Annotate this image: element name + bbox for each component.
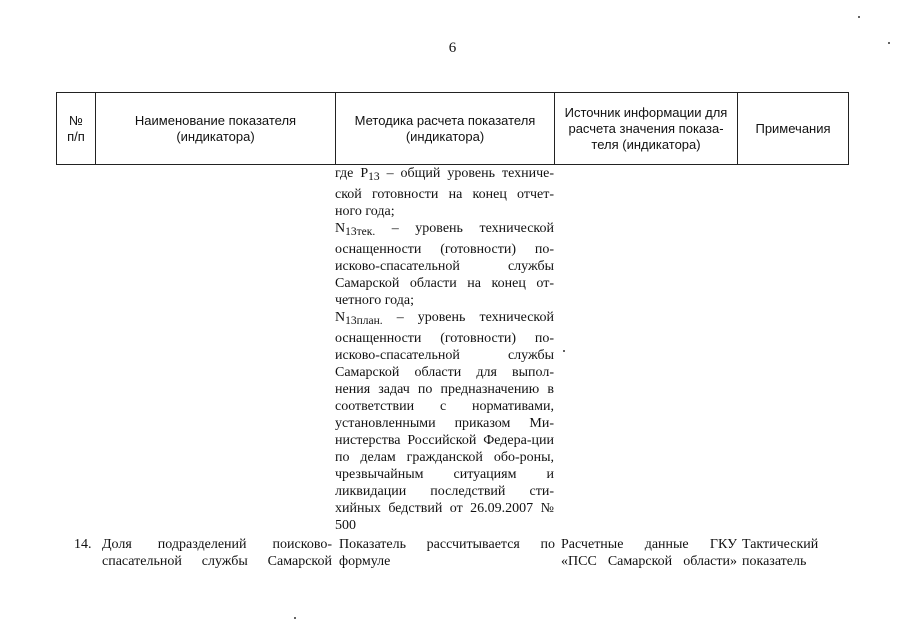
variable-n13plan-symbol: N (335, 310, 346, 325)
header-calculation-method (336, 93, 555, 165)
row-number: 14. (74, 537, 92, 552)
row-notes-line-2: показатель (742, 554, 807, 569)
variable-p13-subscript: 13 (368, 171, 380, 183)
row-indicator-name-line-1: Доля подразделений поисково- (102, 537, 332, 552)
scan-speck (858, 16, 860, 18)
header-information-source-line-3: теля (индикатора) (591, 136, 701, 152)
header-calculation-method-line-2: (индикатора) (405, 128, 485, 144)
row-indicator-name (102, 536, 332, 570)
variable-p13-symbol: где Р (335, 166, 369, 181)
methodology-continuation (335, 165, 554, 534)
row-calculation-method (339, 536, 555, 570)
header-number (57, 93, 96, 165)
indicator-table-header (56, 92, 849, 165)
scan-speck (294, 617, 296, 619)
header-information-source-line-1: Источник информации для (564, 104, 728, 120)
row-information-source (561, 536, 737, 570)
variable-n13plan-subscript: 13план. (345, 315, 383, 327)
variable-n13plan-text: – уровень технической оснащенности (готовности) по-исково-спасательной службы Самарской области для выпол-нения задач по предназначению в соответствии с нормативами, установленными приказом Ми-нистерства Российской Федера-ции по делам гражданской обо-роны, чрезвычайным ситуациям и ликвидации последствий сти-хийных бедствий от 26.09.2007 № 500 (335, 310, 554, 533)
header-notes: Примечания (738, 93, 849, 165)
header-calculation-method-line-1: Методика расчета показателя (354, 112, 536, 128)
variable-p13-definition (335, 165, 554, 220)
row-calculation-method-line-1: Показатель рассчитывается по (339, 537, 555, 552)
variable-n13tek-text: – уровень технической оснащенности (готовности) по-исково-спасательной службы Самарской области на конец от-четного года; (335, 221, 554, 308)
header-number-line-2: п/п (67, 128, 85, 144)
header-indicator-name-line-1: Наименование показателя (134, 112, 297, 128)
scan-speck (563, 350, 565, 352)
row-notes (742, 536, 842, 570)
variable-n13tek-subscript: 13тек. (345, 226, 376, 238)
header-information-source-line-2: расчета значения показа- (568, 120, 724, 136)
header-indicator-name-line-2: (индикатора) (176, 128, 255, 144)
row-information-source-line-2: «ПСС Самарской области» (561, 554, 737, 569)
variable-n13tek-symbol: N (335, 221, 346, 236)
scan-speck (888, 42, 890, 44)
variable-n13tek-definition (335, 220, 554, 309)
variable-n13plan-definition (335, 309, 554, 534)
header-indicator-name (96, 93, 336, 165)
variable-p13-text: – общий уровень техниче-ской готовности на конец отчет-ного года; (335, 166, 554, 219)
page-number: 6 (448, 40, 457, 56)
row-information-source-line-1: Расчетные данные ГКУ (561, 537, 737, 552)
row-notes-line-1: Тактический (742, 537, 819, 552)
header-information-source (555, 93, 738, 165)
row-indicator-name-line-2: спасательной службы Самарской (102, 554, 332, 569)
row-calculation-method-line-2: формуле (339, 554, 391, 569)
header-number-line-1: № (69, 112, 83, 128)
